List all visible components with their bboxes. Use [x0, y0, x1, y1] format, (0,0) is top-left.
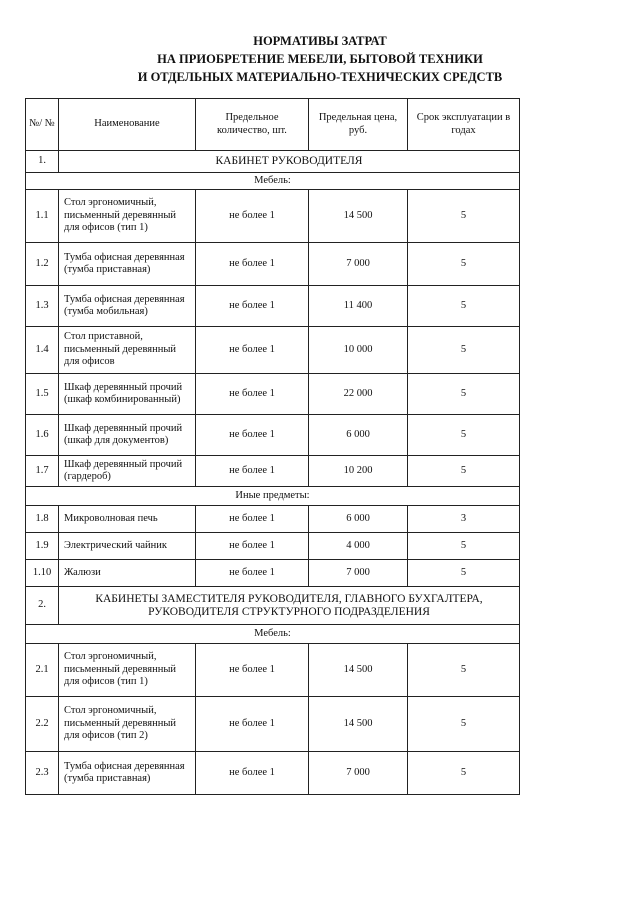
row-num: 1.7 [26, 456, 59, 487]
section-row [26, 151, 520, 173]
row-name: Тумба офисная деревянная (тумба приставная) [59, 752, 196, 795]
row-name: Шкаф деревянный прочий (гардероб) [59, 456, 196, 487]
row-num: 1.4 [26, 327, 59, 374]
subsection-label: Иные предметы: [26, 487, 520, 506]
subsection-label: Мебель: [26, 173, 520, 190]
table-row [26, 456, 520, 487]
row-num: 2.3 [26, 752, 59, 795]
row-num: 2.2 [26, 697, 59, 752]
row-term: 5 [408, 374, 520, 415]
row-name: Микроволновая печь [59, 506, 196, 533]
row-name: Шкаф деревянный прочий (шкаф для документов) [59, 415, 196, 456]
table-row [26, 327, 520, 374]
table-row [26, 415, 520, 456]
table-row [26, 533, 520, 560]
document-title [0, 32, 640, 86]
row-name: Шкаф деревянный прочий (шкаф комбинированный) [59, 374, 196, 415]
subsection-row [26, 173, 520, 190]
row-name: Тумба офисная деревянная (тумба приставная) [59, 243, 196, 286]
section-num: 2. [26, 587, 59, 625]
row-num: 1.5 [26, 374, 59, 415]
row-term: 5 [408, 560, 520, 587]
row-qty: не более 1 [196, 560, 309, 587]
row-price: 6 000 [309, 415, 408, 456]
header-price: Предельная цена, руб. [309, 99, 408, 151]
title-line-1: НОРМАТИВЫ ЗАТРАТ [253, 34, 387, 48]
subsection-label: Мебель: [26, 625, 520, 644]
row-price: 14 500 [309, 644, 408, 697]
row-qty: не более 1 [196, 644, 309, 697]
header-term: Срок эксплуатации в годах [408, 99, 520, 151]
row-num: 1.8 [26, 506, 59, 533]
row-price: 10 200 [309, 456, 408, 487]
row-qty: не более 1 [196, 415, 309, 456]
row-term: 5 [408, 327, 520, 374]
subsection-row [26, 487, 520, 506]
row-name: Стол эргономичный, письменный деревянный для офисов (тип 2) [59, 697, 196, 752]
row-price: 4 000 [309, 533, 408, 560]
row-num: 1.10 [26, 560, 59, 587]
table-row [26, 243, 520, 286]
row-name: Электрический чайник [59, 533, 196, 560]
row-qty: не более 1 [196, 697, 309, 752]
row-term: 5 [408, 752, 520, 795]
title-line-2: НА ПРИОБРЕТЕНИЕ МЕБЕЛИ, БЫТОВОЙ ТЕХНИКИ [157, 52, 483, 66]
section-title: КАБИНЕТЫ ЗАМЕСТИТЕЛЯ РУКОВОДИТЕЛЯ, ГЛАВНОГО БУХГАЛТЕРА, РУКОВОДИТЕЛЯ СТРУКТУРНОГО ПОДРАЗДЕЛЕНИЯ [59, 587, 520, 625]
row-price: 14 500 [309, 190, 408, 243]
row-price: 11 400 [309, 286, 408, 327]
table-row [26, 190, 520, 243]
row-name: Тумба офисная деревянная (тумба мобильная) [59, 286, 196, 327]
title-line-3: И ОТДЕЛЬНЫХ МАТЕРИАЛЬНО-ТЕХНИЧЕСКИХ СРЕДСТВ [137, 70, 503, 84]
row-name: Жалюзи [59, 560, 196, 587]
row-num: 1.6 [26, 415, 59, 456]
row-qty: не более 1 [196, 374, 309, 415]
row-num: 1.3 [26, 286, 59, 327]
table-row [26, 506, 520, 533]
row-qty: не более 1 [196, 327, 309, 374]
header-num: №/ № [26, 99, 59, 151]
row-name: Стол приставной, письменный деревянный для офисов [59, 327, 196, 374]
row-num: 1.9 [26, 533, 59, 560]
section-row [26, 587, 520, 625]
row-price: 7 000 [309, 243, 408, 286]
row-name: Стол эргономичный, письменный деревянный для офисов (тип 1) [59, 190, 196, 243]
row-term: 5 [408, 644, 520, 697]
table-row [26, 286, 520, 327]
table-row [26, 374, 520, 415]
row-qty: не более 1 [196, 533, 309, 560]
row-term: 3 [408, 506, 520, 533]
table-row [26, 560, 520, 587]
row-price: 10 000 [309, 327, 408, 374]
row-price: 22 000 [309, 374, 408, 415]
row-qty: не более 1 [196, 286, 309, 327]
row-qty: не более 1 [196, 456, 309, 487]
header-qty: Предельное количество, шт. [196, 99, 309, 151]
row-qty: не более 1 [196, 243, 309, 286]
section-num: 1. [26, 151, 59, 173]
header-row [26, 99, 520, 151]
row-term: 5 [408, 286, 520, 327]
row-qty: не более 1 [196, 190, 309, 243]
table-row [26, 752, 520, 795]
row-qty: не более 1 [196, 506, 309, 533]
row-num: 1.1 [26, 190, 59, 243]
row-price: 6 000 [309, 506, 408, 533]
row-price: 7 000 [309, 560, 408, 587]
row-num: 2.1 [26, 644, 59, 697]
section-title: КАБИНЕТ РУКОВОДИТЕЛЯ [59, 151, 520, 173]
row-price: 7 000 [309, 752, 408, 795]
header-name: Наименование [59, 99, 196, 151]
row-term: 5 [408, 190, 520, 243]
table-row [26, 697, 520, 752]
table-row [26, 644, 520, 697]
row-term: 5 [408, 456, 520, 487]
row-qty: не более 1 [196, 752, 309, 795]
row-term: 5 [408, 243, 520, 286]
row-num: 1.2 [26, 243, 59, 286]
row-name: Стол эргономичный, письменный деревянный для офисов (тип 1) [59, 644, 196, 697]
row-price: 14 500 [309, 697, 408, 752]
subsection-row [26, 625, 520, 644]
row-term: 5 [408, 533, 520, 560]
norms-table [25, 98, 520, 795]
row-term: 5 [408, 697, 520, 752]
row-term: 5 [408, 415, 520, 456]
